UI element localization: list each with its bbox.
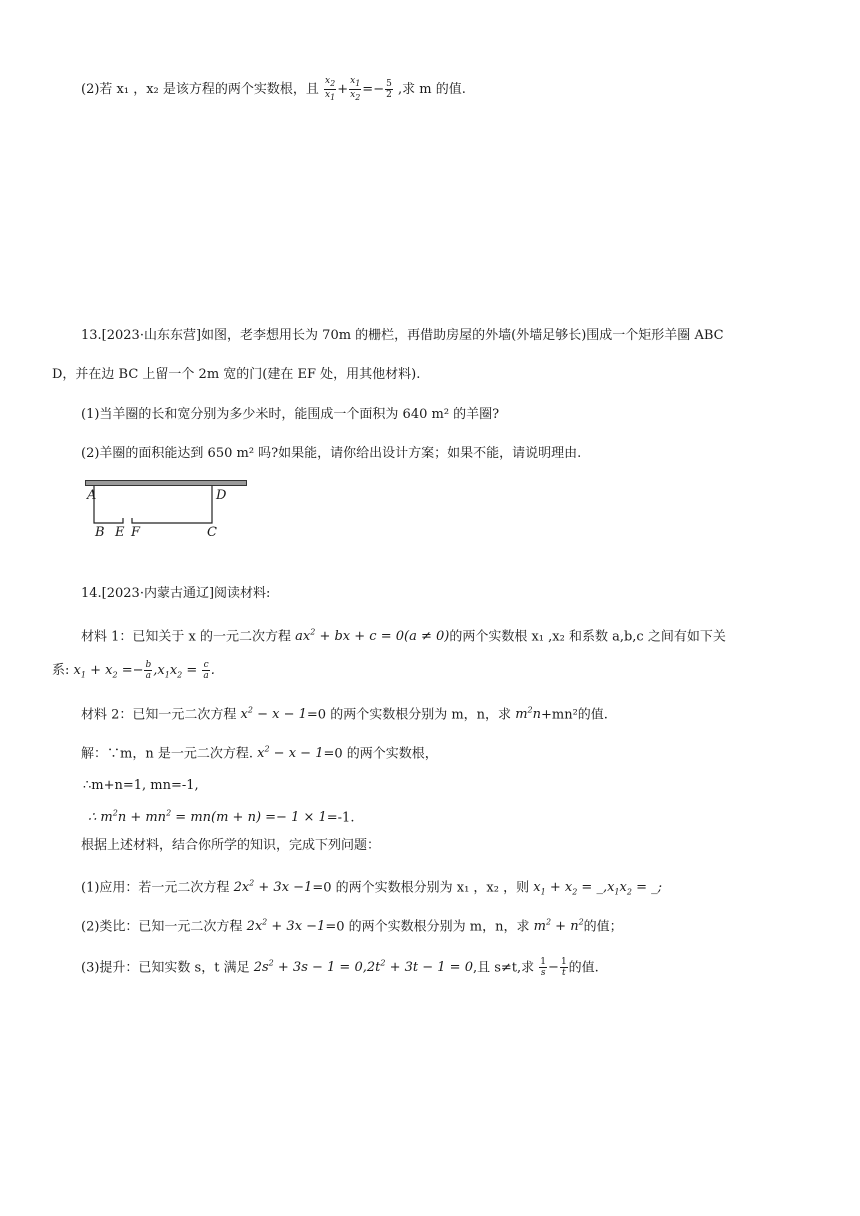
q14-solution-2: ∴m+n=1, mn=-1, <box>83 778 199 793</box>
sheep-pen-figure <box>80 480 260 550</box>
q13-line1: 13.[2023·山东东营]如图，老李想用长为 70m 的栅栏，再借助房屋的外墙(外墙足够长)围成一个矩形羊圈 ABC <box>81 328 724 343</box>
q14-intro: 根据上述材料，结合你所学的知识，完成下列问题： <box>81 838 381 853</box>
q14-solution-3: ∴ $m^2n + mn^2 = mn(m + n) =- 1 \times 1=-1$. <box>88 809 355 826</box>
label-a: A <box>87 488 97 503</box>
q14-material2: 材料 2：已知一元二次方程 $x^2 - x - 1=0$ 的两个实数根分别为 m，n，求 $m^2n+mn^2$的值. <box>81 706 608 723</box>
q14-material1: 材料 1：已知关于 x 的一元二次方程 $ax^2$ + bx + c = 0(a ≠ 0)的两个实数根 x₁ ,x₂ 和系数 a,b,c 之间有如下关 <box>81 628 726 645</box>
q12-part2: (2)若 x₁ ，x₂ 是该方程的两个实数根，且 $\frac{x_2}{x_1}$ + $\frac{x_1}{x_2}$ =− $\frac{5}{2}$ ,求 m 的值. <box>81 76 466 102</box>
q14-part1: (1)应用：若一元二次方程 $2x^2 + 3x -1=0$ 的两个实数根分别为 x₁ ，x₂ ，则 $x_1 + x_2$ = $\_,x_1x_2$ = _; <box>81 879 662 897</box>
q14-solution-1: 解：∵m，n 是一元二次方程. $x^2 - x - 1=0$ 的两个实数根， <box>81 745 438 762</box>
label-f: F <box>131 525 141 540</box>
q14-part2: (2)类比：已知一元二次方程 $2x^2 + 3x -1=0$ 的两个实数根分别为 m，n，求 $m^2 + n^2$的值； <box>81 918 623 935</box>
q14-material1-cont: 系: $x_1 + x_2$ =− $\frac{b}{a}$ $,x_1x_2$ = $\frac{c}{a}$ . <box>52 660 215 681</box>
label-e: E <box>115 525 125 540</box>
q14-title: 14.[2023·内蒙古通辽]阅读材料: <box>81 586 271 601</box>
q14-part3: (3)提升：已知实数 s，t 满足 $2s^2 + 3s - 1 = 0,2t^2 + 3t - 1 = 0$,且 s≠t,求 $\frac{1}{s}$ − $\frac{1}{t}$ 的值. <box>81 957 599 979</box>
label-b: B <box>95 525 105 540</box>
q13-line2: D，并在边 BC 上留一个 2m 宽的门(建在 EF 处，用其他材料). <box>52 367 421 382</box>
q12-equation: $\frac{x_2}{x_1}$ + $\frac{x_1}{x_2}$ =− $\frac{5}{2}$ <box>325 76 392 102</box>
q13-part2: (2)羊圈的面积能达到 650 m² 吗?如果能，请你给出设计方案；如果不能，请说明理由. <box>81 446 582 461</box>
q13-part1: (1)当羊圈的长和宽分别为多少米时，能围成一个面积为 640 m² 的羊圈? <box>81 407 500 422</box>
label-c: C <box>207 525 217 540</box>
label-d: D <box>216 488 227 503</box>
